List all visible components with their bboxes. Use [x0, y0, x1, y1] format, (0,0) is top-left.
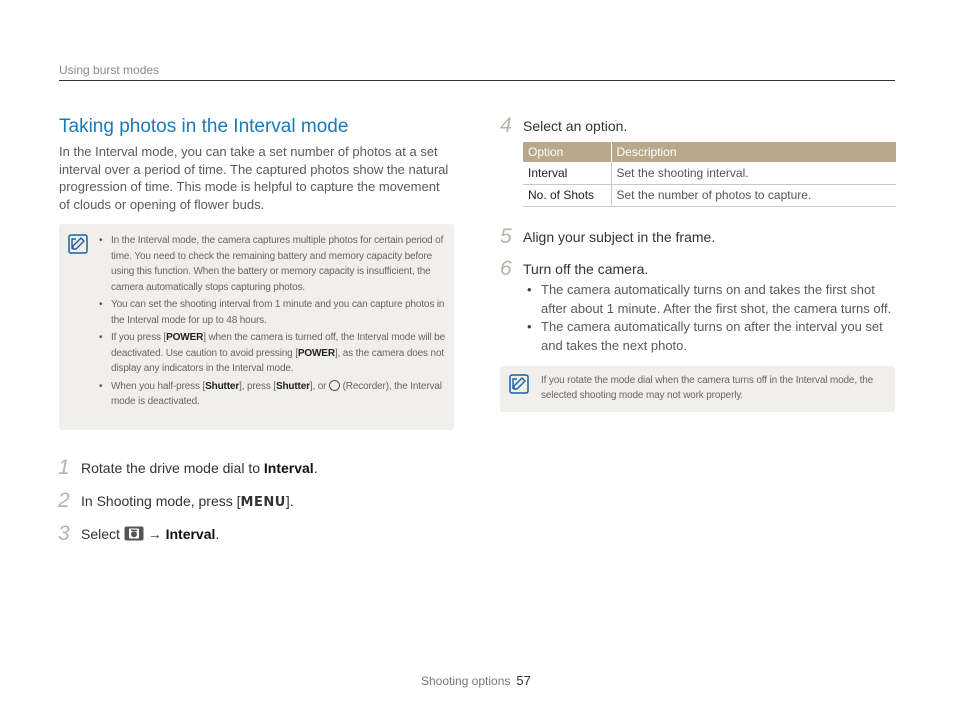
arrow-glyph: →	[143, 526, 166, 542]
note-box	[59, 224, 454, 430]
header-divider	[59, 80, 895, 81]
note-text: When you half-press [	[111, 380, 206, 392]
note-item	[96, 233, 448, 295]
note-text: ], or	[309, 380, 329, 392]
table-row	[523, 184, 896, 206]
camera-icon	[124, 526, 144, 541]
note-pencil-icon	[68, 234, 88, 254]
step-text: Turn off the camera.	[523, 261, 649, 277]
note-item	[96, 330, 448, 377]
note-text: ], press [	[239, 380, 276, 392]
step-text	[81, 460, 318, 476]
page-number: 57	[516, 673, 531, 688]
note-text: In the Interval mode, the camera captures multiple photos for certain period of time. You need to check the remaining battery and memory capacity before using this function. When the battery or memory capacity is insufficient, the camera automatically stops capturing photos.	[111, 235, 444, 293]
section-title: Taking photos in the Interval mode	[59, 116, 349, 137]
note-pencil-icon	[509, 374, 529, 394]
table-header-cell: Description	[611, 142, 896, 162]
shutter-key-label: Shutter	[275, 380, 310, 392]
note-text: You can set the shooting interval from 1 minute and you can capture photos in the Interval mode for up to 48 hours.	[111, 299, 445, 326]
step-text	[81, 493, 294, 510]
power-key-label: POWER	[166, 332, 204, 343]
table-header-row	[523, 142, 896, 162]
step-number: 6	[500, 257, 512, 280]
step-label: In Shooting mode, press [	[81, 493, 241, 509]
step-number: 1	[58, 456, 70, 479]
table-cell: No. of Shots	[523, 184, 611, 206]
step-text: Select an option.	[523, 118, 628, 134]
note-list	[96, 233, 448, 412]
running-header: Using burst modes	[59, 63, 160, 77]
step-number: 4	[500, 114, 512, 137]
step-number: 5	[500, 225, 512, 248]
step-punct: .	[313, 460, 318, 476]
step6-bullet-list	[524, 281, 896, 355]
note-item	[96, 297, 448, 328]
note-text: ] when the camera is turned off, the Interval mode will be deactivated. Use caution to avoid pressing [	[111, 332, 445, 359]
step-number: 2	[58, 489, 70, 512]
step-text	[81, 526, 219, 542]
note-box	[500, 366, 895, 412]
note-text: If you rotate the mode dial when the camera turns off in the Interval mode, the selected shooting mode may not work properly.	[541, 375, 874, 401]
list-item: • The camera automatically turns on after the interval you set and takes the next photo.	[524, 318, 896, 355]
page-footer	[421, 673, 531, 688]
table-row	[523, 162, 896, 184]
interval-label: Interval	[165, 526, 216, 542]
footer-label: Shooting options	[421, 674, 511, 688]
table-cell: Interval	[523, 162, 611, 184]
note-text: If you press [	[111, 332, 167, 343]
note-text: (Recorder), the Interval mode is deactivated.	[111, 380, 442, 407]
power-key-label: POWER	[297, 347, 335, 359]
table-header-cell: Option	[523, 142, 611, 162]
list-item: • The camera automatically turns on and takes the first shot after about 1 minute. After the first shot, the camera turns off.	[524, 281, 896, 318]
intro-paragraph: In the Interval mode, you can take a set number of photos at a set interval over a period of time. The captured photos show the natural progression of time. This mode is helpful to capture the movement of clouds or opening of flower buds.	[59, 144, 449, 212]
table-cell: Set the shooting interval.	[611, 162, 896, 184]
step-text: Align your subject in the frame.	[523, 229, 716, 245]
recorder-icon	[329, 380, 340, 391]
step-punct: ].	[285, 493, 294, 509]
step-label: Select	[81, 526, 124, 542]
note-item	[96, 379, 448, 410]
note-text: ], as the camera does not display any indicators in the Interval mode.	[111, 347, 444, 374]
step-number: 3	[58, 522, 70, 545]
menu-key-label: MENU	[240, 495, 286, 510]
step-punct: .	[215, 526, 220, 542]
table-cell: Set the number of photos to capture.	[611, 184, 896, 206]
interval-label: Interval	[263, 460, 314, 476]
options-table	[523, 142, 896, 207]
step-label: Rotate the drive mode dial to	[81, 460, 264, 476]
shutter-key-label: Shutter	[205, 380, 240, 392]
